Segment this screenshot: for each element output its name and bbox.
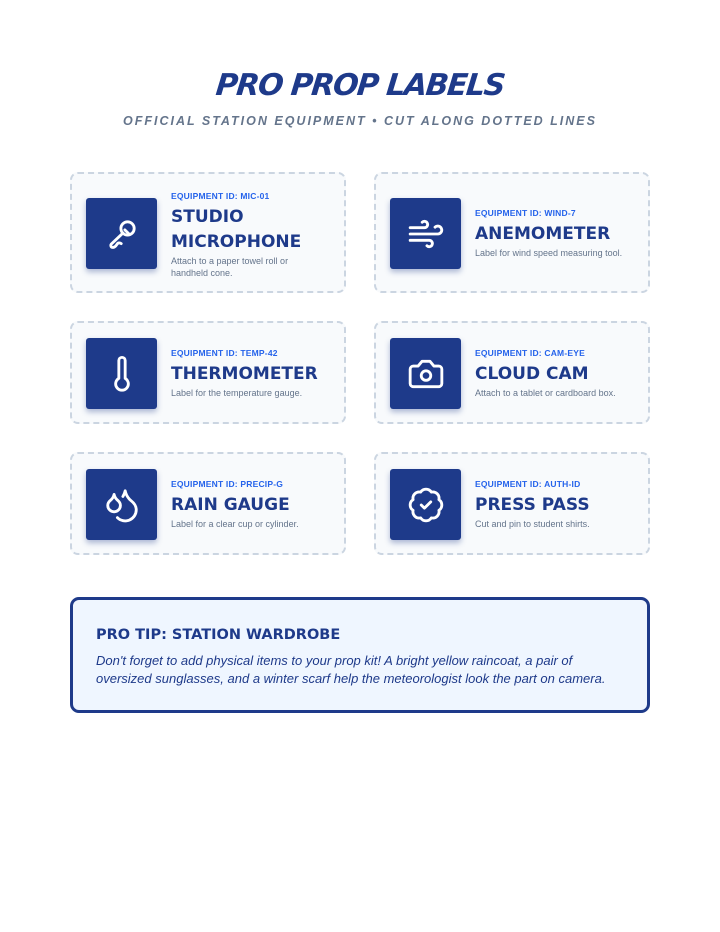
microphone-icon [103,215,141,253]
badge-check-icon [407,486,445,524]
equipment-name [171,205,332,255]
equipment-id: EQUIPMENT ID: PRECIP-G [171,479,284,489]
equipment-name: THERMOMETER [171,364,318,384]
camera-icon [407,355,445,393]
pro-tip-title: PRO TIP: STATION WARDROBE [96,627,341,643]
page-title: PRO PROP LABELS [214,68,506,103]
description-line: Attach to a paper towel roll or [171,256,289,266]
icon-tile [390,338,461,409]
icon-tile [390,469,461,540]
label-card-anemometer [374,172,650,293]
icon-tile [86,469,157,540]
pro-tip-line: oversized sunglasses, and a winter scarf help the meteorologist look the part on camera. [96,671,606,686]
label-card-thermometer [70,321,346,424]
equipment-id: EQUIPMENT ID: CAM-EYE [475,348,585,358]
equipment-description: Cut and pin to student shirts. [475,519,590,529]
label-card-microphone [70,172,346,293]
label-card-rain-gauge [70,452,346,555]
icon-tile [86,338,157,409]
equipment-name: PRESS PASS [475,495,590,515]
equipment-name: ANEMOMETER [475,224,611,244]
equipment-description: Attach to a tablet or cardboard box. [475,388,616,398]
icon-tile [86,198,157,269]
equipment-id: EQUIPMENT ID: AUTH-ID [475,479,581,489]
pro-tip-box [70,597,650,713]
equipment-name-line: MICROPHONE [171,232,302,252]
label-card-cloud-cam [374,321,650,424]
description-line: handheld cone. [171,267,233,278]
pro-tip-text [96,652,624,688]
page-subtitle: OFFICIAL STATION EQUIPMENT • CUT ALONG DOTTED LINES [123,114,597,128]
pro-tip-line: Don't forget to add physical items to your prop kit! A bright yellow raincoat, a pair of [96,653,573,668]
equipment-id: EQUIPMENT ID: MIC-01 [171,191,270,201]
equipment-name: RAIN GAUGE [171,495,290,515]
equipment-description: Label for a clear cup or cylinder. [171,519,299,529]
equipment-description: Label for wind speed measuring tool. [475,248,623,258]
equipment-id: EQUIPMENT ID: TEMP-42 [171,348,278,358]
equipment-id: EQUIPMENT ID: WIND-7 [475,208,576,218]
wind-icon [407,215,445,253]
icon-tile [390,198,461,269]
equipment-name: CLOUD CAM [475,364,589,384]
equipment-name-line: STUDIO [171,207,244,227]
thermometer-icon [103,355,141,393]
label-card-press-pass [374,452,650,555]
equipment-description [171,256,332,279]
equipment-description: Label for the temperature gauge. [171,388,303,398]
droplets-icon [103,486,141,524]
